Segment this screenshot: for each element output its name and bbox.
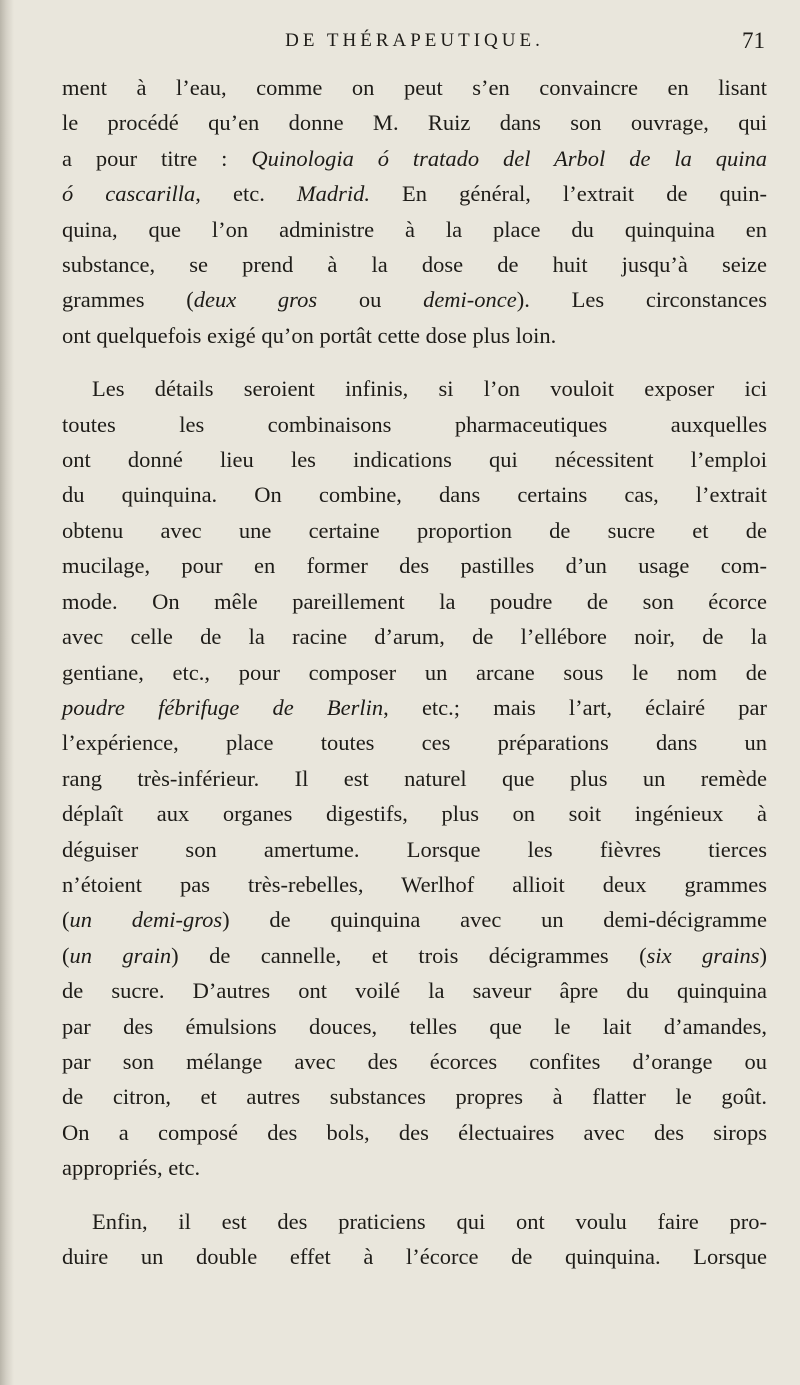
text-line: mucilage, pour en former des pastilles d’un usage com- xyxy=(62,553,767,579)
italic-unit: un demi-gros xyxy=(69,907,223,933)
text-line: avec celle de la racine d’arum, de l’ellébore noir, de la xyxy=(62,624,767,650)
text-line: par des émulsions douces, telles que le lait d’amandes, xyxy=(62,1013,767,1039)
text-line: du quinquina. On combine, dans certains cas, l’extrait xyxy=(62,482,767,508)
running-head xyxy=(62,30,767,70)
text-line: substance, se prend à la dose de huit jusqu’à seize xyxy=(62,252,767,278)
book-page xyxy=(62,30,767,1274)
text-line: appropriés, etc. xyxy=(62,1155,201,1181)
text-line: Enfin, il est des praticiens qui ont voulu faire pro- xyxy=(92,1208,767,1234)
text-line: poudre fébrifuge de Berlin, etc.; mais l’art, éclairé par xyxy=(62,694,767,720)
text-line: gentiane, etc., pour composer un arcane sous le nom de xyxy=(62,659,767,685)
text-line: ó cascarilla, etc. Madrid. En général, l’extrait de quin- xyxy=(62,181,767,207)
text-line: n’étoient pas très-rebelles, Werlhof allioit deux grammes xyxy=(62,871,767,897)
italic-unit: six grains xyxy=(646,942,760,968)
text-line: ment à l’eau, comme on peut s’en convaincre en lisant xyxy=(62,75,767,100)
text-line: (un demi-gros) de quinquina avec un demi-décigramme xyxy=(62,907,767,933)
italic-unit: deux gros xyxy=(193,287,318,313)
text-line: mode. On mêle pareillement la poudre de son écorce xyxy=(62,588,767,614)
text-line: toutes les combinaisons pharmaceutiques auxquelles xyxy=(62,411,767,437)
italic-unit: demi-once xyxy=(423,287,517,313)
page-gutter-shadow xyxy=(0,0,14,1385)
text-line: obtenu avec une certaine proportion de sucre et de xyxy=(62,517,767,543)
text-line: On a composé des bols, des électuaires avec des sirops xyxy=(62,1119,767,1145)
text-line: de sucre. D’autres ont voilé la saveur âpre du quinquina xyxy=(62,978,767,1004)
paragraph-gap xyxy=(62,353,767,371)
paragraph-2 xyxy=(62,371,767,1185)
paragraph-3 xyxy=(62,1204,767,1275)
text-line: grammes (deux gros ou demi-once). Les circonstances xyxy=(62,287,768,313)
text-line: par son mélange avec des écorces confites d’orange ou xyxy=(62,1048,767,1074)
text-line: duire un double effet à l’écorce de quinquina. Lorsque xyxy=(62,1244,767,1269)
text-line: quina, que l’on administre à la place du quinquina en xyxy=(62,216,767,242)
text-line: déplaît aux organes digestifs, plus on soit ingénieux à xyxy=(62,801,767,827)
text-line: ont quelquefois exigé qu’on portât cette dose plus loin. xyxy=(62,322,557,348)
text-line: Les détails seroient infinis, si l’on vouloit exposer ici xyxy=(92,376,767,402)
text-line: le procédé qu’en donne M. Ruiz dans son ouvrage, qui xyxy=(62,110,767,136)
running-title: DE THÉRAPEUTIQUE. xyxy=(285,30,544,51)
italic-book-title-cont: ó cascarilla xyxy=(62,181,196,207)
text-line: ont donné lieu les indications qui nécessitent l’emploi xyxy=(62,447,767,473)
paragraph-1 xyxy=(62,70,767,353)
text-line: l’expérience, place toutes ces préparations dans un xyxy=(62,730,767,756)
italic-book-title: Quinologia ó tratado del Arbol de la quina xyxy=(251,145,767,171)
text-line: rang très-inférieur. Il est naturel que plus un remède xyxy=(62,765,767,791)
text-line: a pour titre : Quinologia ó tratado del Arbol de la quina xyxy=(62,145,767,171)
page-number: 71 xyxy=(742,28,765,53)
text-line: déguiser son amertume. Lorsque les fièvres tierces xyxy=(62,836,767,862)
italic-unit: un grain xyxy=(69,942,172,968)
text-line: (un grain) de cannelle, et trois décigrammes (six grains) xyxy=(62,942,768,968)
italic-city: Madrid. xyxy=(296,181,370,207)
text-line: de citron, et autres substances propres à flatter le goût. xyxy=(62,1084,767,1110)
paragraph-gap xyxy=(62,1186,767,1204)
italic-remedy-name: poudre fébrifuge de Berlin xyxy=(62,694,384,720)
